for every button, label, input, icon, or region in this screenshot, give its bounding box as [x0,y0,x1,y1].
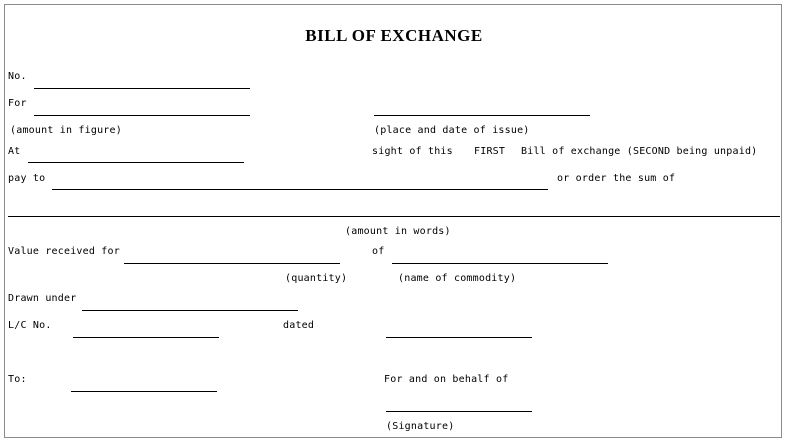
drawn-under-field[interactable] [82,310,298,311]
to-field[interactable] [71,391,217,392]
value-received-label: Value received for [8,246,120,257]
first-label: FIRST [474,146,506,157]
quantity-field[interactable] [124,263,340,264]
sight-of-this-label: sight of this [372,146,453,157]
no-label: No. [8,71,27,82]
form-title: BILL OF EXCHANGE [305,26,483,45]
at-field[interactable] [28,162,244,163]
amount-in-figure-caption: (amount in figure) [10,125,122,136]
dated-field[interactable] [386,337,532,338]
dated-label: dated [283,320,315,331]
no-field[interactable] [34,88,250,89]
order-sum-label: or order the sum of [557,173,676,184]
signature-caption: (Signature) [386,421,455,432]
for-label: For [8,98,27,109]
quantity-caption: (quantity) [285,273,348,284]
lc-no-label: L/C No. [8,320,52,331]
to-label: To: [8,374,27,385]
commodity-field[interactable] [392,263,608,264]
signature-field[interactable] [386,411,532,412]
bill-of-exchange-label: Bill of exchange (SECOND being unpaid) [521,146,758,157]
pay-to-field[interactable] [52,189,548,190]
pay-to-label: pay to [8,173,46,184]
of-label: of [372,246,385,257]
amount-words-field[interactable] [8,216,780,217]
amount-in-words-caption: (amount in words) [345,226,451,237]
on-behalf-of-label: For and on behalf of [384,374,509,385]
place-date-field[interactable] [374,115,590,116]
drawn-under-label: Drawn under [8,293,77,304]
commodity-caption: (name of commodity) [398,273,517,284]
lc-no-field[interactable] [73,337,219,338]
at-label: At [8,146,21,157]
place-date-caption: (place and date of issue) [374,125,530,136]
form-frame [4,4,782,438]
amount-figure-field[interactable] [34,115,250,116]
